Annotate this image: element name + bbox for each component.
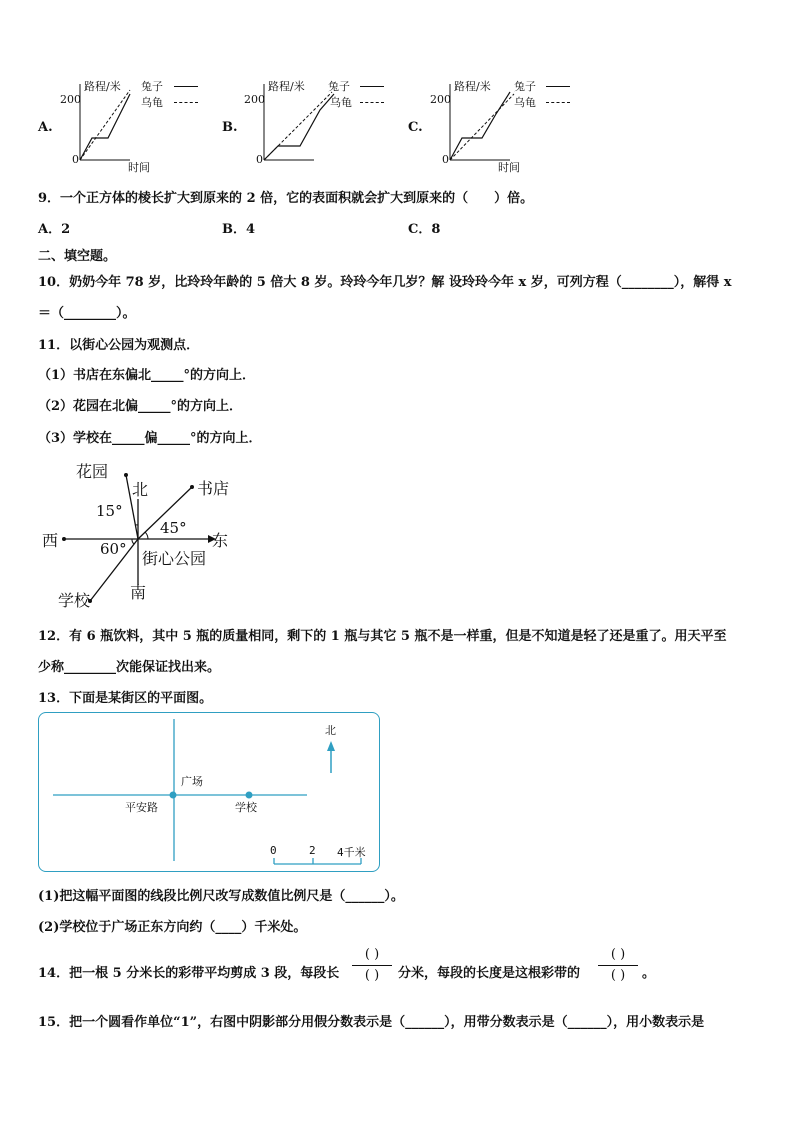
east-label: 东	[212, 531, 229, 550]
bookstore-label: 书店	[197, 479, 230, 498]
y-axis-label: 路程/米	[84, 80, 121, 93]
legend-rabbit-line	[174, 86, 198, 87]
fraction-numerator: ( )	[364, 947, 380, 962]
legend-turtle-line	[360, 102, 384, 103]
y-axis-label: 路程/米	[454, 80, 491, 93]
q11-item-3: （3）学校在_____偏_____°的方向上．	[38, 431, 262, 446]
garden-label: 花园	[76, 462, 109, 481]
q9-option-a: A．2	[38, 222, 71, 237]
legend-rabbit: 兔子	[328, 80, 350, 93]
q15-question: 15．把一个圆看作单位“1”，右图中阴影部分用假分数表示是（______），用带分数表示是（______），用小数表示是	[38, 1015, 705, 1030]
q9-option-c: C．8	[408, 222, 441, 237]
fraction-length	[352, 946, 392, 985]
school-dot	[246, 792, 253, 799]
fraction-bar	[352, 965, 392, 966]
origin-label: 0	[442, 153, 449, 166]
option-label: A.	[38, 120, 53, 135]
angle-15-label: 15°	[96, 502, 123, 520]
angle-60-label: 60°	[100, 540, 127, 558]
legend-rabbit-line	[546, 86, 570, 87]
q13-sub1: (1)把这幅平面图的线段比例尺改写成数值比例尺是（______）。	[38, 889, 404, 904]
school-label: 学校	[58, 591, 91, 610]
legend-turtle: 乌龟	[330, 96, 352, 109]
y-max-label: 200	[60, 93, 81, 106]
park-label: 街心公园	[142, 549, 207, 568]
y-axis-label: 路程/米	[268, 80, 305, 93]
angle-45-label: 45°	[160, 519, 187, 537]
section-heading: 二、填空题。	[38, 249, 117, 264]
q9-question: 9．一个正方体的棱长扩大到原来的 2 倍，它的表面积就会扩大到原来的（ ）倍。	[38, 191, 534, 206]
q12-line2: 少称________次能保证找出来。	[38, 660, 221, 675]
q9-option-b: B．4	[222, 222, 256, 237]
q14-part1: 14．把一根 5 分米长的彩带平均剪成 3 段，每段长	[38, 966, 340, 981]
fraction-denominator: ( )	[610, 968, 626, 983]
q10-line2: ＝（________）。	[38, 306, 136, 321]
y-max-label: 200	[430, 93, 451, 106]
legend-turtle-line	[174, 102, 198, 103]
origin-label: 0	[256, 153, 263, 166]
fraction-bar	[598, 965, 638, 966]
option-label: C.	[408, 120, 423, 135]
legend-rabbit: 兔子	[514, 80, 536, 93]
q13-sub2: (2)学校位于广场正东方向约（____）千米处。	[38, 920, 307, 935]
legend-rabbit-line	[360, 86, 384, 87]
legend-turtle-line	[546, 102, 570, 103]
turtle-line	[450, 94, 514, 160]
map-north-label: 北	[325, 724, 336, 737]
map-square-label: 广场	[181, 775, 203, 788]
map-school-label: 学校	[235, 801, 257, 814]
fraction-ratio	[598, 946, 638, 985]
scale-4: 4千米	[337, 846, 366, 859]
rabbit-line	[264, 94, 334, 160]
q13-intro: 13．下面是某街区的平面图。	[38, 691, 213, 706]
north-arrow-head	[327, 741, 335, 751]
y-max-label: 200	[244, 93, 265, 106]
scale-0: 0	[270, 844, 277, 857]
west-label: 西	[42, 531, 59, 550]
q11-item-1: （1）书店在东偏北_____°的方向上．	[38, 368, 256, 383]
street-map	[38, 712, 380, 872]
x-axis-label: 时间	[498, 161, 520, 174]
q14-part2: 分米，每段的长度是这根彩带的	[398, 966, 581, 981]
turtle-line	[80, 90, 130, 160]
option-label: B.	[222, 120, 238, 135]
q11-intro: 11．以街心公园为观测点．	[38, 338, 200, 353]
fraction-denominator: ( )	[364, 968, 380, 983]
distance-time-graph	[244, 74, 394, 174]
scale-2: 2	[309, 844, 316, 857]
north-label: 北	[132, 480, 149, 499]
q11-item-2: （2）花园在北偏_____°的方向上．	[38, 399, 243, 414]
fraction-numerator: ( )	[610, 947, 626, 962]
q14-part3: 。	[642, 966, 656, 981]
origin-label: 0	[72, 153, 79, 166]
square-dot	[170, 792, 177, 799]
legend-rabbit: 兔子	[141, 80, 163, 93]
q12-line1: 12．有 6 瓶饮料，其中 5 瓶的质量相同，剩下的 1 瓶与其它 5 瓶不是一样重，但是不知道是轻了还是重了。用天平至	[38, 629, 727, 644]
legend-turtle: 乌龟	[141, 96, 163, 109]
south-label: 南	[130, 583, 147, 602]
x-axis-label: 时间	[128, 161, 150, 174]
q10-line1: 10．奶奶今年 78 岁，比玲玲年龄的 5 倍大 8 岁。玲玲今年几岁？解 设玲玲今年 x 岁，可列方程（________），解得 x	[38, 275, 732, 290]
map-road-label: 平安路	[125, 801, 158, 814]
rabbit-line	[450, 92, 510, 160]
legend-turtle: 乌龟	[514, 96, 536, 109]
